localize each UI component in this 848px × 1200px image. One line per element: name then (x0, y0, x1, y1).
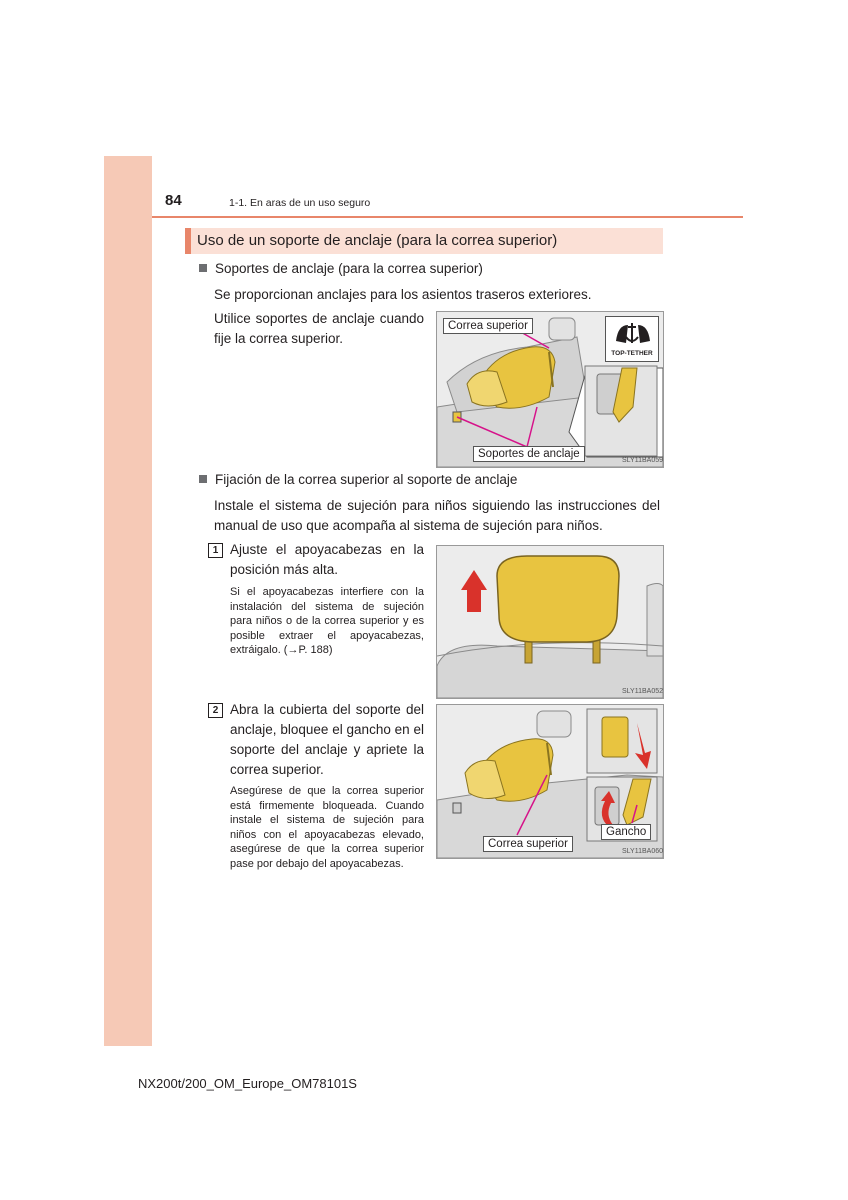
top-tether-badge (605, 316, 659, 362)
heading-accent (185, 228, 191, 254)
figure-code: SLY11BA059 (622, 457, 663, 464)
figure-anchor-brackets (436, 311, 664, 468)
section-title: 1-1. En aras de un uso seguro (229, 197, 371, 209)
figure-headrest-raise (436, 545, 664, 699)
callout-soportes-anclaje: Soportes de anclaje (473, 446, 585, 462)
figure-code: SLY11BA060 (622, 848, 663, 855)
header-rule (152, 216, 743, 218)
step-2-note: Asegúrese de que la correa superior está firmemente bloqueada. Cuando instale el sistema de sujeción para niños con el apoyacabezas elevado, asegúrese de que la correa superior pase por debajo del apoyacabezas. (230, 785, 424, 870)
step-1-note: Si el apoyacabezas interfiere con la instalación del sistema de sujeción para niños o de la correa superior y es posible extraer el apoyacabezas, extráigalo. (→P. 188) (230, 586, 424, 656)
callout-gancho: Gancho (601, 824, 651, 840)
callout-correa-superior: Correa superior (483, 836, 573, 852)
step-2-text: Abra la cubierta del soporte del anclaje, bloquee el gancho en el soporte del anclaje y apriete la correa superior. (230, 702, 424, 777)
paragraph-anchors-provided: Se proporcionan anclajes para los asientos traseros exteriores. (214, 287, 592, 302)
subheading-text: Fijación de la correa superior al soporte de anclaje (215, 472, 518, 487)
top-tether-badge-label: TOP-TETHER (611, 350, 653, 357)
page-number: 84 (165, 192, 182, 209)
bullet-square-icon (199, 475, 207, 483)
subheading-anchor-brackets (199, 261, 483, 276)
headrest-illustration (437, 546, 663, 698)
heading-bar (185, 228, 663, 254)
page-heading: Uso de un soporte de anclaje (para la correa superior) (197, 232, 558, 249)
child-seat-anchor-icon (606, 317, 658, 349)
step-1-text: Ajuste el apoyacabezas en la posición más alta. (230, 542, 424, 577)
step-number-2: 2 (208, 703, 223, 718)
callout-correa-superior: Correa superior (443, 318, 533, 334)
step-number-1: 1 (208, 543, 223, 558)
paragraph-install-instructions: Instale el sistema de sujeción para niños siguiendo las instrucciones del manual de uso que acompaña al sistema de sujeción para niños. (214, 498, 660, 533)
paragraph-use-anchors: Utilice soportes de anclaje cuando fije la correa superior. (214, 311, 424, 346)
subheading-text: Soportes de anclaje (para la correa superior) (215, 261, 483, 276)
figure-hook-attach (436, 704, 664, 859)
bullet-square-icon (199, 264, 207, 272)
footer-manual-code: NX200t/200_OM_Europe_OM78101S (138, 1076, 357, 1091)
subheading-tether-fixing (199, 472, 517, 487)
figure-code: SLY11BA052 (622, 688, 663, 695)
chapter-sidebar-tab (104, 156, 152, 1046)
